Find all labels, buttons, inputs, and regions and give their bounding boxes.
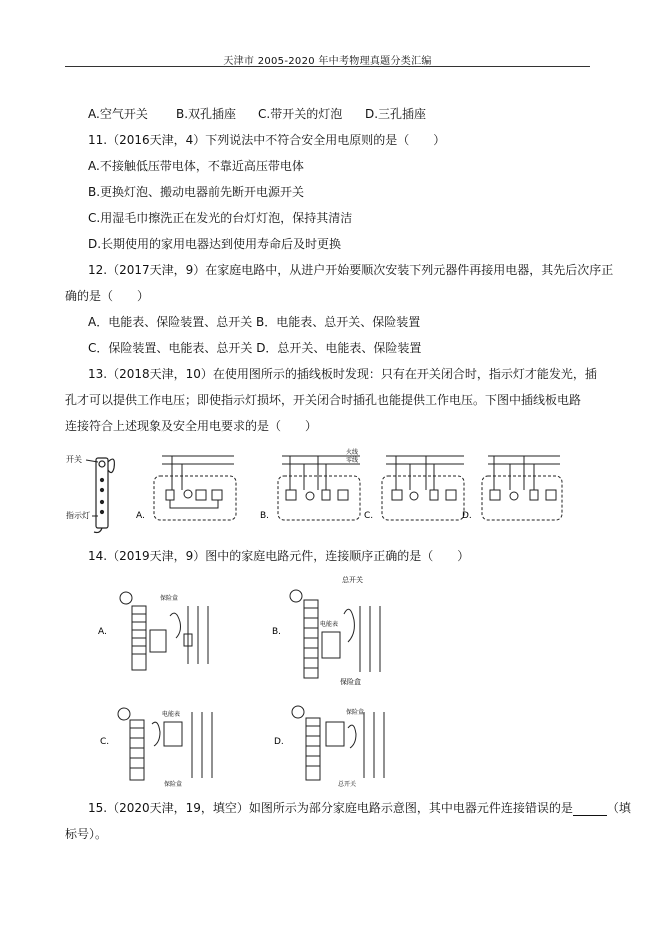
q10-option-d: D.三孔插座: [365, 107, 427, 121]
header-rule: [65, 66, 590, 67]
q14-c-meter-label: 电能表: [162, 711, 181, 718]
q14-diagram-d: [292, 706, 384, 780]
q11-stem: 11.（2016天津，4）下列说法中不符合安全用电原则的是（ ）: [88, 133, 446, 147]
q15-line1-tail: （填: [606, 801, 631, 815]
q14-stem: 14.（2019天津，9）图中的家庭电路元件，连接顺序正确的是（ ）: [88, 549, 470, 563]
q13-choice-d: D.: [462, 511, 472, 521]
q10-option-a: A.空气开关: [88, 107, 148, 121]
q13-choice-a: A.: [136, 511, 145, 521]
q13-circuit-d: [482, 456, 562, 520]
q14-diagram-a: [120, 592, 208, 670]
q13-figure: [64, 446, 584, 536]
q11-option-c: C.用湿毛巾擦洗正在发光的台灯灯泡，保持其清洁: [88, 211, 353, 225]
q14-c-fuse-label: 保险盒: [164, 781, 183, 788]
q13-circuit-a: [154, 456, 236, 520]
q10-option-c: C.带开关的灯泡: [258, 107, 343, 121]
q11-option-a: A.不接触低压带电体，不靠近高压带电体: [88, 159, 304, 173]
q12-stem-line2: 确的是（ ）: [65, 289, 150, 303]
q15-line1-text: 15.（2020天津，19，填空）如图所示为部分家庭电路示意图，其中电器元件连接错误的是: [88, 801, 573, 815]
q13-live-label: 火线: [346, 449, 359, 456]
q13-choice-b: B.: [260, 511, 270, 521]
q12-option-cd: C．保险装置、电能表、总开关 D．总开关、电能表、保险装置: [88, 341, 422, 355]
q12-stem-line1: 12.（2017天津，9）在家庭电路中，从进户开始要顺次安装下列元器件再接用电器，其先后次序正: [88, 263, 614, 277]
q15-line1: [88, 800, 631, 816]
q14-b-fuse-label: 保险盒: [340, 678, 361, 686]
q11-option-d: D.长期使用的家用电器达到使用寿命后及时更换: [88, 237, 342, 251]
q13-circuit-c: [382, 456, 464, 520]
q13-circuit-b: [278, 456, 360, 520]
q15-line2: 标号）。: [65, 827, 108, 841]
q14-choice-b: B.: [272, 627, 282, 637]
q14-figure: [98, 572, 398, 790]
q13-choice-c: C.: [364, 511, 374, 521]
q15-answer-blank: [573, 803, 607, 816]
q12-option-ab: A．电能表、保险装置、总开关 B．电能表、总开关、保险装置: [88, 315, 421, 329]
q14-d-main-switch-label: 总开关: [338, 781, 357, 788]
q13-switch-label: 开关: [66, 455, 82, 464]
q11-option-b: B.更换灯泡、搬动电器前先断开电源开关: [88, 185, 305, 199]
q10-option-b: B.双孔插座: [176, 107, 237, 121]
power-strip-image: [94, 458, 114, 533]
q14-diagram-c: [118, 708, 212, 780]
q14-b-main-switch-label: 总开关: [342, 576, 363, 584]
q14-choice-a: A.: [98, 627, 107, 637]
q13-neutral-label: 零线: [346, 457, 359, 464]
page-header: 天津市 2005-2020 年中考物理真题分类汇编: [223, 56, 432, 67]
q14-choice-c: C.: [100, 737, 110, 747]
q14-b-meter-label: 电能表: [320, 621, 339, 628]
q13-line1: 13.（2018天津，10）在使用图所示的插线板时发现：只有在开关闭合时，指示灯才能发光，插: [88, 367, 597, 381]
q14-d-fuse-label: 保险盒: [346, 709, 365, 716]
q14-diagram-b: [290, 590, 380, 678]
q13-line3: 连接符合上述现象及安全用电要求的是（ ）: [65, 419, 318, 433]
q13-line2: 孔才可以提供工作电压；即使指示灯损坏，开关闭合时插孔也能提供工作电压。下图中插线板电路: [65, 393, 582, 407]
q13-indicator-label: 指示灯: [66, 511, 90, 520]
q14-a-fuse-label: 保险盒: [160, 595, 179, 602]
q10-options: [88, 106, 426, 122]
q14-choice-d: D.: [274, 737, 284, 747]
